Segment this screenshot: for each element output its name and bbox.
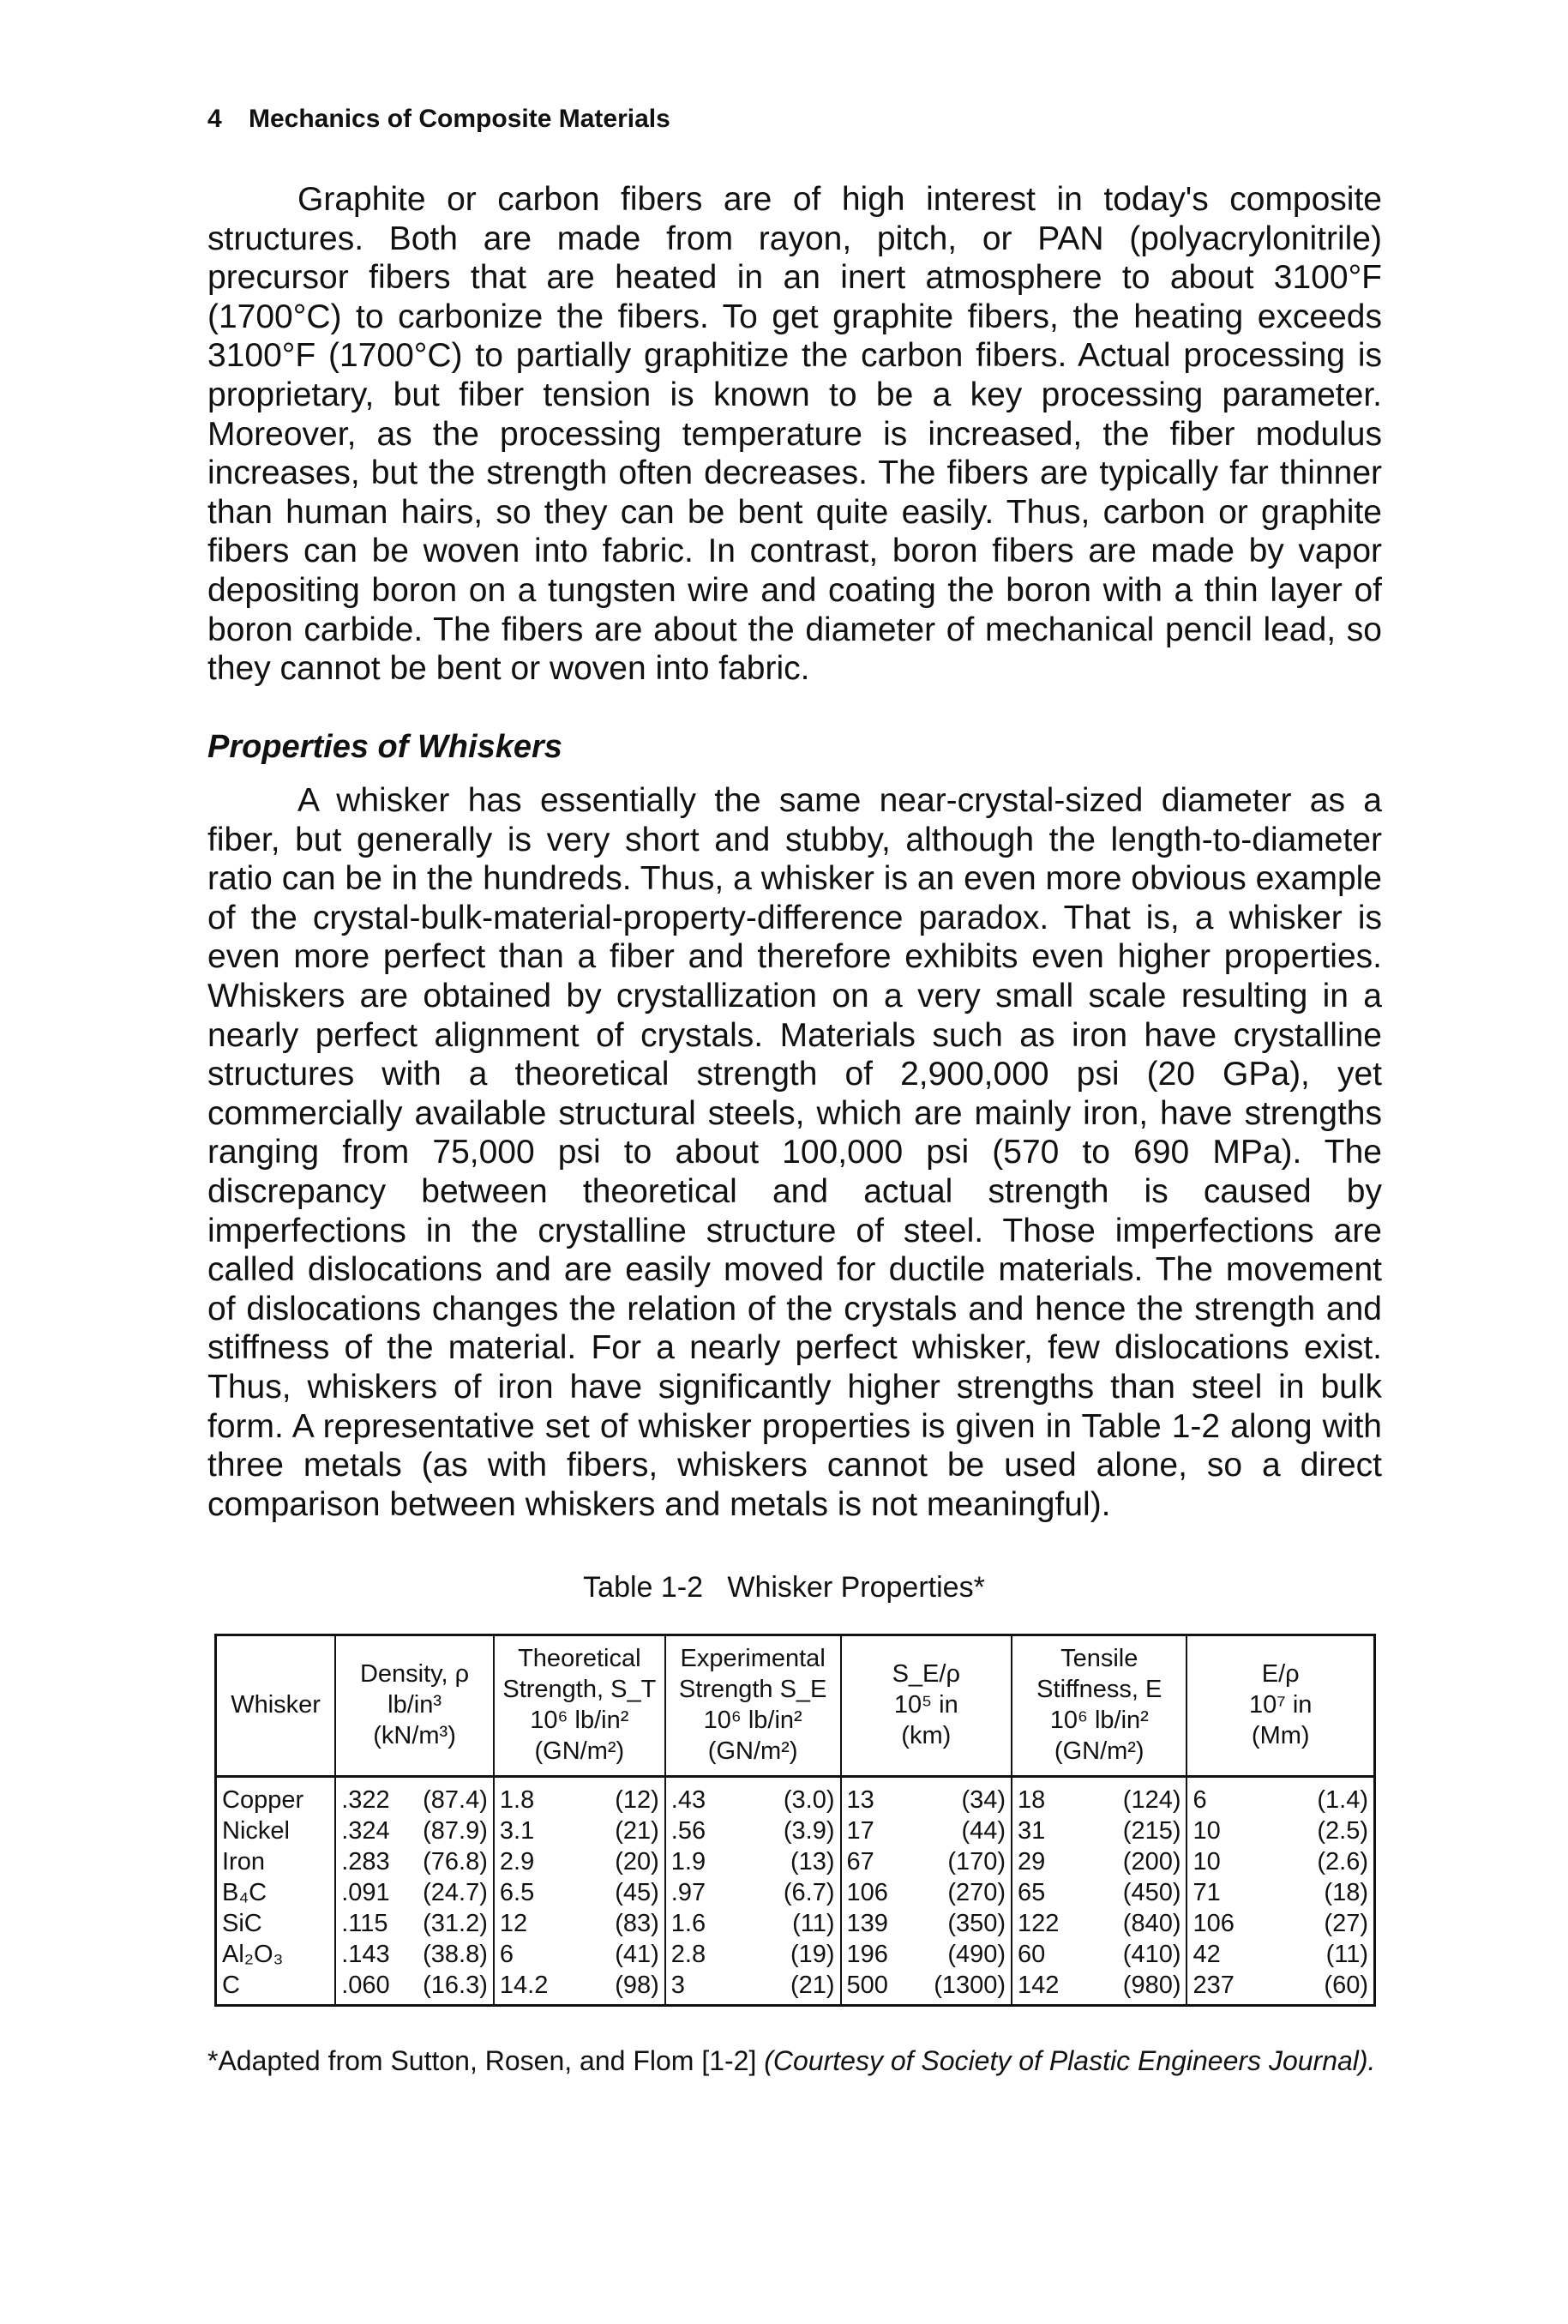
value-us: 1.9 [670, 1848, 706, 1875]
table-row [216, 1815, 1375, 1846]
cell-experimental-strength [665, 1908, 841, 1939]
value-us: 196 [846, 1941, 888, 1968]
header-line: lb/in³ [387, 1691, 442, 1719]
header-whisker [216, 1635, 336, 1777]
whisker-properties-table-container [214, 1634, 1376, 2007]
cell-theoretical-strength [494, 1970, 665, 2006]
header-line: S_E/ρ [892, 1660, 960, 1688]
value-us: 6 [1193, 1786, 1207, 1814]
cell-experimental-strength [665, 1970, 841, 2006]
header-line: 10⁶ lb/in² [703, 1707, 802, 1734]
value-si: (11) [792, 1910, 835, 1937]
value-us: 60 [1018, 1941, 1046, 1968]
value-us: .115 [341, 1910, 388, 1937]
cell-whisker: B₄C [216, 1877, 336, 1908]
value-us: 2.8 [670, 1941, 706, 1968]
value-si: (270) [947, 1879, 1006, 1906]
header-line: 10⁶ lb/in² [1049, 1707, 1149, 1734]
value-us: 1.8 [499, 1786, 535, 1814]
cell-theoretical-strength [494, 1815, 665, 1846]
cell-tensile-stiffness [1012, 1815, 1187, 1846]
value-si: (6.7) [783, 1879, 835, 1906]
cell-theoretical-strength [494, 1939, 665, 1970]
header-line: E/ρ [1261, 1660, 1300, 1688]
cell-tensile-stiffness [1012, 1877, 1187, 1908]
value-si: (350) [947, 1910, 1006, 1937]
value-si: (31.2) [423, 1910, 488, 1937]
cell-specific-strength [841, 1846, 1012, 1877]
header-line: (GN/m²) [1054, 1737, 1144, 1765]
value-si: (87.4) [423, 1786, 488, 1814]
cell-specific-strength [841, 1815, 1012, 1846]
value-us: 2.9 [499, 1848, 535, 1875]
header-line: Stiffness, E [1036, 1676, 1162, 1703]
value-us: 3.1 [499, 1817, 535, 1845]
cell-whisker: Nickel [216, 1815, 336, 1846]
header-specific-stiffness [1187, 1635, 1374, 1777]
cell-whisker: Iron [216, 1846, 336, 1877]
cell-theoretical-strength [494, 1908, 665, 1939]
header-experimental-strength [665, 1635, 841, 1777]
value-us: 6.5 [499, 1879, 535, 1906]
table-row [216, 1939, 1375, 1970]
value-us: 18 [1018, 1786, 1046, 1814]
header-line: (GN/m²) [707, 1737, 798, 1765]
footnote-source: *Adapted from Sutton, Rosen, and Flom [1-2] [207, 2045, 757, 2076]
header-line: Experimental [680, 1645, 826, 1672]
value-us: .43 [670, 1786, 706, 1814]
value-si: (98) [615, 1972, 659, 1999]
value-si: (38.8) [423, 1941, 488, 1968]
header-line: (km) [901, 1722, 952, 1749]
cell-specific-strength [841, 1777, 1012, 1816]
value-si: (13) [790, 1848, 835, 1875]
header-line: Strength S_E [678, 1676, 827, 1703]
value-si: (19) [790, 1941, 835, 1968]
cell-experimental-strength [665, 1815, 841, 1846]
value-us: 10 [1193, 1817, 1221, 1845]
value-si: (76.8) [423, 1848, 488, 1875]
value-us: 6 [499, 1941, 514, 1968]
header-line: 10⁷ in [1249, 1691, 1313, 1719]
cell-specific-stiffness [1187, 1815, 1374, 1846]
value-us: 122 [1018, 1910, 1060, 1937]
value-si: (45) [615, 1879, 659, 1906]
cell-density [335, 1877, 494, 1908]
value-us: 142 [1018, 1972, 1060, 1999]
header-density [335, 1635, 494, 1777]
table-body [216, 1777, 1375, 2006]
value-us: .091 [341, 1879, 390, 1906]
cell-theoretical-strength [494, 1777, 665, 1816]
header-line: Theoretical [518, 1645, 641, 1672]
value-si: (21) [790, 1972, 835, 1999]
value-us: 29 [1018, 1848, 1046, 1875]
value-si: (3.0) [783, 1786, 835, 1814]
cell-tensile-stiffness [1012, 1970, 1187, 2006]
value-us: .060 [341, 1972, 390, 1999]
value-us: .324 [341, 1817, 390, 1845]
cell-theoretical-strength [494, 1846, 665, 1877]
value-si: (2.5) [1317, 1817, 1368, 1845]
header-line: Tensile [1060, 1645, 1138, 1672]
cell-experimental-strength [665, 1939, 841, 1970]
value-si: (124) [1122, 1786, 1181, 1814]
value-si: (840) [1122, 1910, 1181, 1937]
cell-density [335, 1846, 494, 1877]
footnote-courtesy: (Courtesy of Society of Plastic Engineers Journal). [764, 2045, 1376, 2076]
value-si: (410) [1122, 1941, 1181, 1968]
cell-density [335, 1777, 494, 1816]
page-number: 4 [207, 105, 222, 133]
cell-whisker: Copper [216, 1777, 336, 1816]
value-us: 13 [846, 1786, 874, 1814]
value-us: .143 [341, 1941, 390, 1968]
table-row [216, 1970, 1375, 2006]
value-si: (490) [947, 1941, 1006, 1968]
cell-density [335, 1908, 494, 1939]
value-si: (34) [961, 1786, 1006, 1814]
value-us: 139 [846, 1910, 888, 1937]
cell-whisker: C [216, 1970, 336, 2006]
table-row [216, 1777, 1375, 1816]
cell-specific-stiffness [1187, 1908, 1374, 1939]
table-header-row [216, 1635, 1375, 1777]
value-us: 10 [1193, 1848, 1221, 1875]
value-si: (1.4) [1317, 1786, 1368, 1814]
cell-density [335, 1939, 494, 1970]
cell-specific-strength [841, 1908, 1012, 1939]
cell-specific-stiffness [1187, 1777, 1374, 1816]
value-us: .283 [341, 1848, 390, 1875]
value-si: (16.3) [423, 1972, 488, 1999]
header-line: (GN/m²) [534, 1737, 625, 1765]
value-us: 65 [1018, 1879, 1046, 1906]
value-si: (2.6) [1317, 1848, 1368, 1875]
header-line: 10⁶ lb/in² [530, 1707, 629, 1734]
value-si: (1300) [934, 1972, 1006, 1999]
cell-experimental-strength [665, 1777, 841, 1816]
running-title: Mechanics of Composite Materials [249, 105, 670, 133]
value-us: 42 [1193, 1941, 1221, 1968]
value-si: (11) [1325, 1941, 1368, 1968]
value-si: (3.9) [783, 1817, 835, 1845]
header-line: Whisker [231, 1691, 321, 1719]
value-us: 106 [1193, 1910, 1235, 1937]
whisker-properties-table [214, 1634, 1376, 2007]
cell-experimental-strength [665, 1846, 841, 1877]
table-row [216, 1908, 1375, 1939]
cell-whisker: SiC [216, 1908, 336, 1939]
paragraph-carbon-fibers: Graphite or carbon fibers are of high interest in today's composite structures. Both are made from rayon, pitch, or PAN (polyacrylonitrile) precursor fibers that are heated in an inert atmosphere to about 3100°F (1700°C) to carbonize the fibers. To get graphite fibers, the heating exceeds 3100°F (1700°C) to partially graphitize the carbon fibers. Actual processing is proprietary, but fiber tension is known to be a key processing parameter. Moreover, as the processing temperature is increased, the fiber modulus increases, but the strength often decreases. The fibers are typically far thinner than human hairs, so they can be bent quite easily. Thus, carbon or graphite fibers can be woven into fabric. In contrast, boron fibers are made by vapor depositing boron on a tungsten wire and coating the boron with a thin layer of boron carbide. The fibers are about the diameter of mechanical pencil lead, so they cannot be bent or woven into fabric. [207, 181, 1382, 688]
header-specific-strength [841, 1635, 1012, 1777]
value-si: (170) [947, 1848, 1006, 1875]
page-header [207, 105, 670, 134]
value-us: 67 [846, 1848, 874, 1875]
value-us: 17 [846, 1817, 874, 1845]
header-line: 10⁵ in [893, 1691, 958, 1719]
value-si: (20) [615, 1848, 659, 1875]
value-si: (21) [615, 1817, 659, 1845]
cell-tensile-stiffness [1012, 1908, 1187, 1939]
table-caption: Table 1-2 Whisker Properties* [583, 1571, 985, 1604]
cell-density [335, 1815, 494, 1846]
cell-experimental-strength [665, 1877, 841, 1908]
value-us: 12 [499, 1910, 528, 1937]
value-si: (60) [1324, 1972, 1368, 1999]
cell-specific-strength [841, 1939, 1012, 1970]
cell-specific-strength [841, 1877, 1012, 1908]
value-us: 14.2 [499, 1972, 549, 1999]
value-si: (18) [1324, 1879, 1368, 1906]
value-si: (27) [1324, 1910, 1368, 1937]
cell-tensile-stiffness [1012, 1846, 1187, 1877]
cell-specific-stiffness [1187, 1846, 1374, 1877]
cell-theoretical-strength [494, 1877, 665, 1908]
paragraph-whiskers: A whisker has essentially the same near-crystal-sized diameter as a fiber, but generally is very short and stubby, although the length-to-diameter ratio can be in the hundreds. Thus, a whisker is an even more obvious example of the crystal-bulk-material-property-difference paradox. That is, a whisker is even more perfect than a fiber and therefore exhibits even higher properties. Whiskers are obtained by crystallization on a very small scale resulting in a nearly perfect alignment of crystals. Materials such as iron have crystalline structures with a theoretical strength of 2,900,000 psi (20 GPa), yet commercially available structural steels, which are mainly iron, have strengths ranging from 75,000 psi to about 100,000 psi (570 to 690 MPa). The discrepancy between theoretical and actual strength is caused by imperfections in the crystalline structure of steel. Those imperfections are called dislocations and are easily moved for ductile materials. The movement of dislocations changes the relation of the crystals and hence the strength and stiffness of the material. For a nearly perfect whisker, few dislocations exist. Thus, whiskers of iron have significantly higher strengths than steel in bulk form. A representative set of whisker properties is given in Table 1-2 along with three metals (as with fibers, whiskers cannot be used alone, so a direct comparison between whiskers and metals is not meaningful). [207, 782, 1382, 1523]
value-us: 106 [846, 1879, 888, 1906]
header-line: (kN/m³) [373, 1722, 456, 1749]
cell-specific-stiffness [1187, 1939, 1374, 1970]
value-us: .97 [670, 1879, 706, 1906]
value-si: (980) [1122, 1972, 1181, 1999]
value-si: (83) [615, 1910, 659, 1937]
value-si: (87.9) [423, 1817, 488, 1845]
value-us: .322 [341, 1786, 390, 1814]
header-line: Strength, S_T [502, 1676, 657, 1703]
table-row [216, 1846, 1375, 1877]
value-si: (41) [615, 1941, 659, 1968]
value-si: (215) [1122, 1817, 1181, 1845]
header-line: (Mm) [1251, 1722, 1310, 1749]
header-theoretical-strength [494, 1635, 665, 1777]
value-us: .56 [670, 1817, 706, 1845]
cell-tensile-stiffness [1012, 1777, 1187, 1816]
value-si: (200) [1122, 1848, 1181, 1875]
value-us: 500 [846, 1972, 888, 1999]
value-si: (12) [615, 1786, 659, 1814]
value-si: (44) [961, 1817, 1006, 1845]
value-si: (450) [1122, 1879, 1181, 1906]
value-us: 71 [1193, 1879, 1221, 1906]
value-us: 237 [1193, 1972, 1235, 1999]
cell-specific-strength [841, 1970, 1012, 2006]
header-tensile-stiffness [1012, 1635, 1187, 1777]
value-us: 1.6 [670, 1910, 706, 1937]
value-us: 3 [670, 1972, 685, 1999]
cell-density [335, 1970, 494, 2006]
header-line: Density, ρ [359, 1660, 470, 1688]
table-row [216, 1877, 1375, 1908]
cell-specific-stiffness [1187, 1877, 1374, 1908]
section-heading: Properties of Whiskers [207, 729, 562, 765]
table-footnote [207, 2044, 1382, 2078]
cell-whisker: Al₂O₃ [216, 1939, 336, 1970]
cell-specific-stiffness [1187, 1970, 1374, 2006]
value-si: (24.7) [423, 1879, 488, 1906]
cell-tensile-stiffness [1012, 1939, 1187, 1970]
value-us: 31 [1018, 1817, 1046, 1845]
